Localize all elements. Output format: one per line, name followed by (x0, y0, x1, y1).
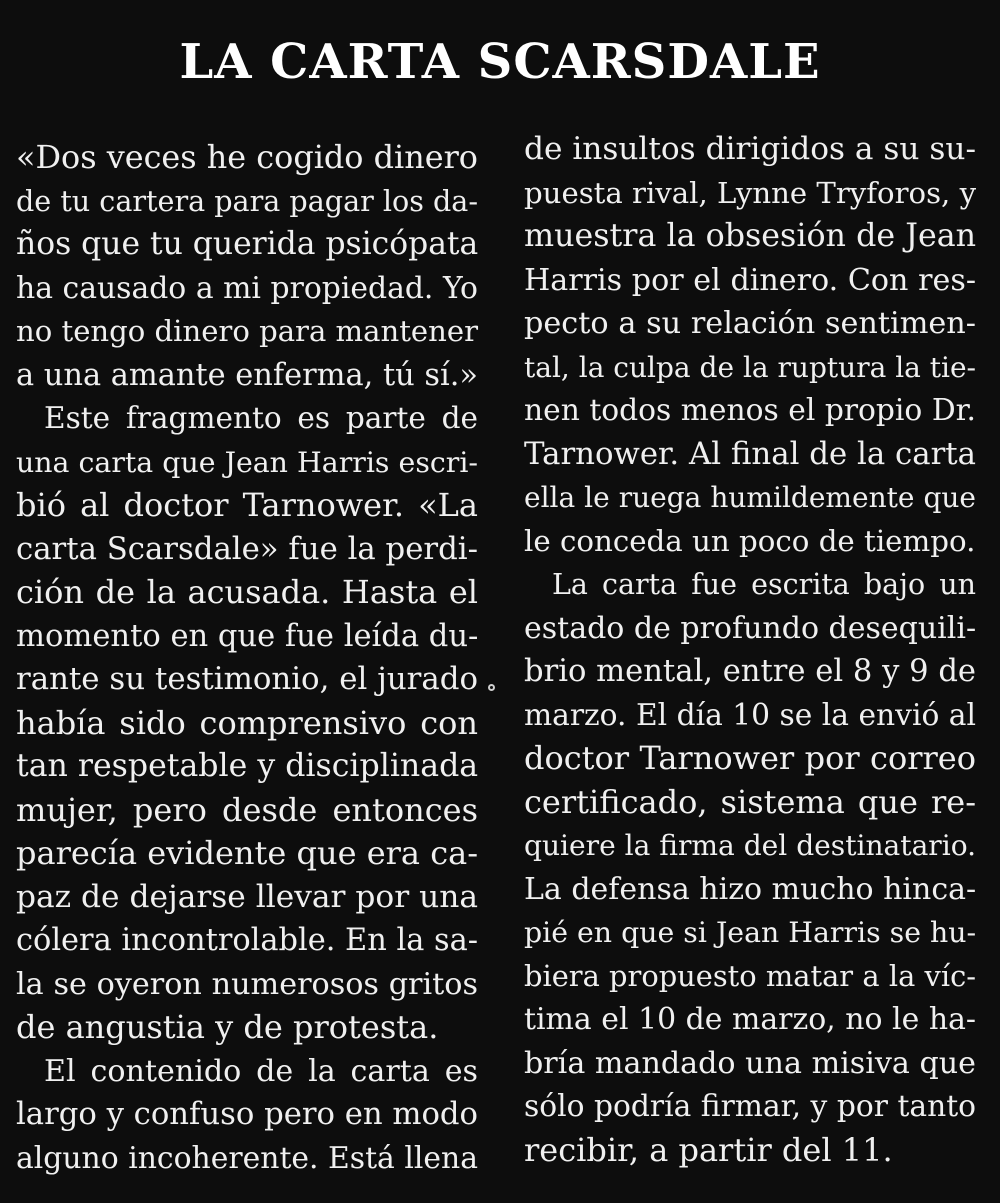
text-line: momento en que fue leída du- (16, 618, 479, 654)
text-line: carta Scarsdale» fue la perdi- (16, 530, 478, 567)
text-line: sólo podría firmar, y por tanto (524, 1089, 976, 1124)
text-line: de insultos dirigidos a su su- (524, 131, 976, 167)
text-line: de tu cartera para pagar los da- (16, 183, 479, 218)
text-line: parecía evidente que era ca- (16, 834, 478, 872)
text-line: ella le ruega humildemente que (524, 481, 976, 514)
text-line: recibir, a partir del 11. (524, 1130, 893, 1169)
text-line: quiere la firma del destinatario. (524, 829, 977, 862)
article-title: LA CARTA SCARSDALE (179, 34, 821, 90)
text-line: mujer, pero desde entonces (16, 790, 478, 829)
text-line: una carta que Jean Harris escri- (16, 445, 478, 479)
text-line: había sido comprensivo con (16, 703, 478, 742)
text-line: rante su testimonio, el jurado (16, 661, 478, 697)
text-line: tima el 10 de marzo, no le ha- (524, 1002, 976, 1037)
text-line: de angustia y de protesta. (16, 1008, 439, 1046)
right-column (524, 128, 976, 1172)
text-line: certificado, sistema que re- (524, 782, 976, 821)
text-line: brio mental, entre el 8 y 9 de (524, 654, 976, 689)
text-line: tal, la culpa de la ruptura la tie- (524, 350, 977, 384)
text-line: La defensa hizo mucho hinca- (524, 871, 977, 907)
text-line: estado de profundo desequili- (524, 610, 977, 646)
text-line: la se oyeron numerosos gritos (16, 966, 478, 1002)
text-line: ños que tu querida psicópata (16, 226, 479, 262)
text-line: El contenido de la carta es (44, 1053, 478, 1089)
text-line: nen todos menos el propio Dr. (524, 393, 976, 428)
text-line: La carta fue escrita bajo un (552, 568, 976, 601)
text-line: bría mandado una misiva que (524, 1045, 976, 1081)
text-line: ción de la acusada. Hasta el (16, 573, 478, 611)
text-line: no tengo dinero para mantener (16, 314, 479, 348)
text-line: paz de dejarse llevar por una (16, 878, 478, 915)
text-line: biera propuesto matar a la víc- (524, 958, 976, 993)
text-line: largo y confuso pero en modo (16, 1097, 478, 1132)
text-line: «Dos veces he cogido dinero (16, 138, 478, 176)
text-line: bió al doctor Tarnower. «La (16, 486, 478, 524)
text-line: doctor Tarnower por correo (524, 739, 976, 777)
text-line: muestra la obsesión de Jean (524, 218, 977, 254)
text-line: puesta rival, Lynne Tryforos, y (524, 175, 977, 210)
text-line: Tarnower. Al final de la carta (524, 435, 976, 472)
text-line: Harris por el dinero. Con res- (524, 262, 976, 298)
text-line: ha causado a mi propiedad. Yo (16, 270, 478, 306)
text-line: Este fragmento es parte de (44, 401, 478, 435)
text-line: cólera incontrolable. En la sa- (16, 923, 479, 958)
text-line: pecto a su relación sentimen- (524, 306, 976, 341)
text-line: alguno incoherente. Está llena (16, 1140, 478, 1176)
text-line: pié en que si Jean Harris se hu- (524, 916, 977, 949)
left-column (16, 136, 478, 1180)
text-line: marzo. El día 10 se la envió al (524, 697, 976, 733)
text-line: a una amante enferma, tú sí.» (16, 357, 479, 393)
text-line: tan respetable y disciplinada (16, 748, 479, 784)
text-line: le conceda un poco de tiempo. (524, 523, 976, 558)
bullet-dot-icon (488, 684, 495, 691)
